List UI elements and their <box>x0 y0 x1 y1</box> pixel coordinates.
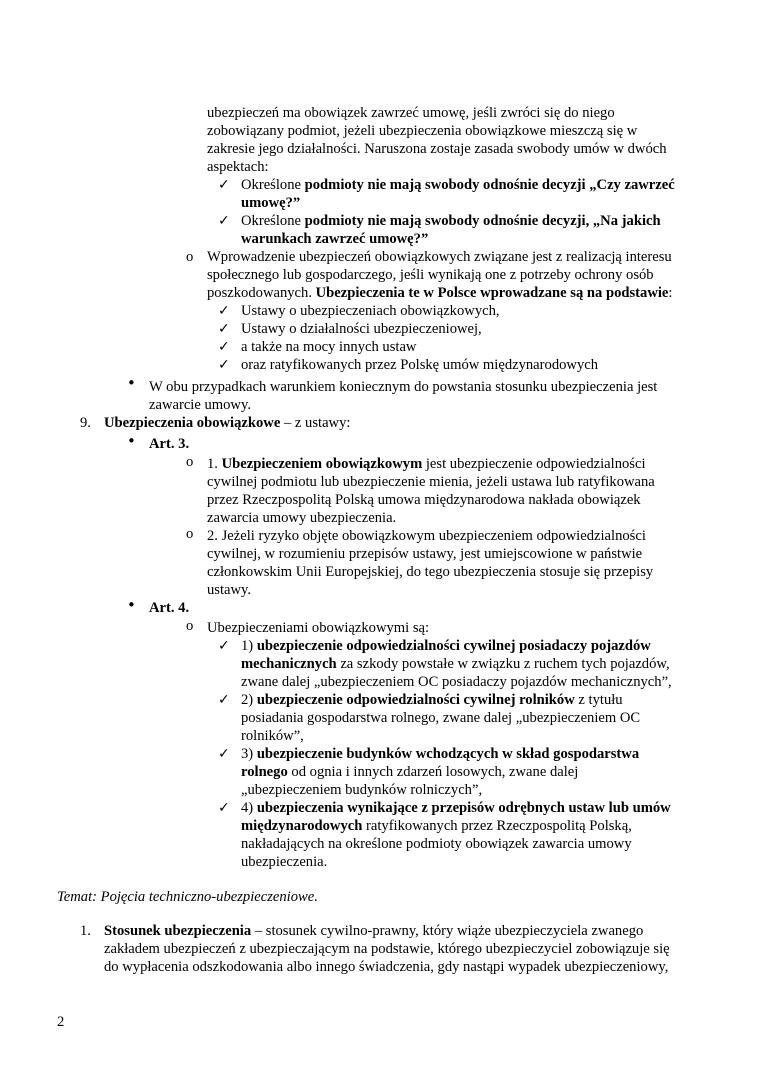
list-item-cont: ustawy. <box>207 582 252 598</box>
circle-bullet-icon: o <box>186 249 194 265</box>
list-item: 3) ubezpieczenie budynków wchodzących w skład gospodarstwa <box>241 746 640 762</box>
list-item-cont: zwane dalej „ubezpieczeniem OC posiadaczy pojazdów mechanicznych”, <box>241 674 672 690</box>
topic-heading: Temat: Pojęcia techniczno-ubezpieczeniowe. <box>57 889 318 905</box>
paragraph-line: zobowiązany podmiot, jeżeli ubezpieczenia obowiązkowe mieszczą się w <box>207 123 638 139</box>
check-icon: ✓ <box>218 303 230 319</box>
list-item-cont: „ubezpieczeniem budynków rolniczych”, <box>241 782 483 798</box>
page-number: 2 <box>57 1014 65 1030</box>
list-item: 1. Ubezpieczeniem obowiązkowym jest ubezpieczenie odpowiedzialności <box>207 456 646 472</box>
list-item-cont: rolnego od ognia i innych zdarzeń losowych, zwane dalej <box>241 764 579 780</box>
paragraph-line: zakresie jego działalności. Naruszona zostaje zasada swobody umów w dwóch <box>207 141 667 157</box>
list-item-cont: zawarcia umowy ubezpieczenia. <box>207 510 397 526</box>
list-item-cont: rolników”, <box>241 728 304 744</box>
bullet-icon: • <box>127 432 136 450</box>
section-heading: Ubezpieczenia obowiązkowe – z ustawy: <box>104 415 351 431</box>
list-item-cont: mechanicznych za szkody powstałe w związku z ruchem tych pojazdów, <box>241 656 670 672</box>
article-label: Art. 3. <box>149 436 190 452</box>
list-item: Określone podmioty nie mają swobody odnośnie decyzji „Czy zawrzeć <box>241 177 675 193</box>
list-item-cont: nakładających na określone podmioty obowiązek zawarcia umowy <box>241 836 632 852</box>
check-icon: ✓ <box>218 357 230 373</box>
list-item-cont: cywilnej podmiotu lub ubezpieczenie mienia, jeżeli ustawa lub ratyfikowana <box>207 474 655 490</box>
list-item-cont: do wypłacenia odszkodowania albo innego świadczenia, gdy nastąpi wypadek ubezpieczeniowy, <box>104 959 669 975</box>
bullet-icon: • <box>127 596 136 614</box>
list-item-cont: warunkach zawrzeć umowę?” <box>241 231 429 247</box>
check-icon: ✓ <box>218 177 230 193</box>
list-item-cont: międzynarodowych ratyfikowanych przez Rzeczpospolitą Polską, <box>241 818 632 834</box>
list-item-cont: ubezpieczenia. <box>241 854 328 870</box>
list-item-cont: przez Rzeczpospolitą Polską umowa międzynarodowa nakłada obowiązek <box>207 492 641 508</box>
list-item: Ustawy o działalności ubezpieczeniowej, <box>241 321 482 337</box>
list-item: W obu przypadkach warunkiem koniecznym do powstania stosunku ubezpieczenia jest <box>149 379 658 395</box>
list-item: oraz ratyfikowanych przez Polskę umów międzynarodowych <box>241 357 599 373</box>
check-icon: ✓ <box>218 213 230 229</box>
circle-bullet-icon: o <box>186 618 194 634</box>
check-icon: ✓ <box>218 746 230 762</box>
list-item: 4) ubezpieczenia wynikające z przepisów odrębnych ustaw lub umów <box>241 800 671 816</box>
list-number: 1. <box>80 923 91 939</box>
list-item-cont: zakładem ubezpieczeń z ubezpieczającym na podstawie, którego ubezpieczyciel zobowiązuje się <box>104 941 670 957</box>
paragraph-line: aspektach: <box>207 159 269 175</box>
list-item: Ustawy o ubezpieczeniach obowiązkowych, <box>241 303 500 319</box>
list-item: Ubezpieczeniami obowiązkowymi są: <box>207 620 430 636</box>
paragraph-line: ubezpieczeń ma obowiązek zawrzeć umowę, jeśli zwróci się do niego <box>207 105 615 121</box>
list-number: 9. <box>80 415 91 431</box>
check-icon: ✓ <box>218 692 230 708</box>
list-item: 2. Jeżeli ryzyko objęte obowiązkowym ubezpieczeniem odpowiedzialności <box>207 528 646 544</box>
list-item-cont: społecznego lub gospodarczego, jeśli wynikają one z potrzeby ochrony osób <box>207 267 654 283</box>
list-item: 2) ubezpieczenie odpowiedzialności cywilnej rolników z tytułu <box>241 692 623 708</box>
list-item: a także na mocy innych ustaw <box>241 339 417 355</box>
bullet-icon: • <box>127 374 136 392</box>
article-label: Art. 4. <box>149 600 190 616</box>
list-item-cont: posiadania gospodarstwa rolnego, zwane dalej „ubezpieczeniem OC <box>241 710 641 726</box>
list-item: Określone podmioty nie mają swobody odnośnie decyzji, „Na jakich <box>241 213 661 229</box>
list-item-cont: poszkodowanych. Ubezpieczenia te w Polsce wprowadzane są na podstawie: <box>207 285 673 301</box>
list-item: Stosunek ubezpieczenia – stosunek cywilno-prawny, który wiąże ubezpieczyciela zwanego <box>104 923 644 939</box>
check-icon: ✓ <box>218 638 230 654</box>
check-icon: ✓ <box>218 339 230 355</box>
check-icon: ✓ <box>218 800 230 816</box>
circle-bullet-icon: o <box>186 454 194 470</box>
check-icon: ✓ <box>218 321 230 337</box>
list-item: Wprowadzenie ubezpieczeń obowiązkowych związane jest z realizacją interesu <box>207 249 672 265</box>
list-item-cont: zawarcie umowy. <box>149 397 251 413</box>
list-item-cont: członkowskim Unii Europejskiej, do tego ubezpieczenia stosuje się przepisy <box>207 564 654 580</box>
list-item-cont: umowę?” <box>241 195 301 211</box>
circle-bullet-icon: o <box>186 526 194 542</box>
list-item-cont: cywilnej, w rozumieniu przepisów ustawy, jest umiejscowione w państwie <box>207 546 643 562</box>
list-item: 1) ubezpieczenie odpowiedzialności cywilnej posiadaczy pojazdów <box>241 638 651 654</box>
